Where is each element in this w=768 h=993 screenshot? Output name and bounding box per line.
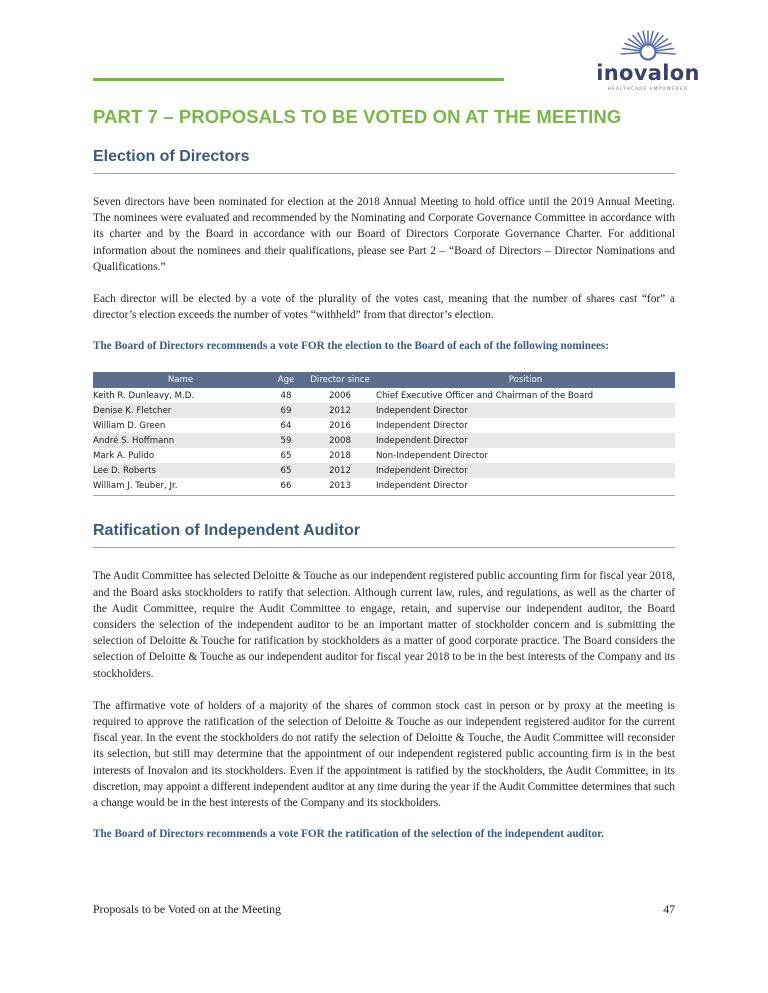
cell-director-since: 2012: [304, 403, 376, 418]
table-row: [93, 478, 675, 493]
starburst-icon-svg: [588, 28, 708, 62]
table-header-row: [93, 372, 675, 388]
footer-label: Proposals to be Voted on at the Meeting: [93, 902, 281, 916]
header-rule: [93, 78, 504, 81]
cell-age: 64: [280, 420, 292, 431]
table-row: [93, 448, 675, 463]
column-header-age: Age: [268, 372, 304, 388]
cell-age: 69: [268, 403, 304, 418]
starburst-icon: [588, 28, 708, 62]
table-body: [93, 388, 675, 493]
paragraph: The Audit Committee has selected Deloitte & Touche as our independent registered public accounting firm for fiscal year 2018, and the Board asks stockholders to ratify that selection. Although current law, rules, and regulations, as well as the charter of the Audit Committee, require the Audit Committee to engage, retain, and supervise our independent auditor, the Board considers the selection of the independent auditor to be an important matter of stockholder concern and is submitting the selection of Deloitte & Touche for ratification by stockholders as a matter of good corporate practice. The Board considers the selection of Deloitte & Touche as our independent auditor for fiscal year 2018 to be in the best interests of the Company and its stockholders.: [93, 570, 675, 680]
logo-tagline: HEALTHCARE EMPOWERED: [607, 86, 689, 91]
table-row: [93, 418, 675, 433]
column-header-director-since: Director since: [304, 372, 376, 388]
cell-director-since: 2016: [329, 420, 351, 431]
company-logo: [588, 28, 708, 90]
cell-director-since: 2012: [304, 463, 376, 478]
paragraph: Each director will be elected by a vote of the plurality of the votes cast, meaning that the number of shares cast “for” a director’s election exceeds the number of votes “withheld” from that director’s election.: [93, 293, 675, 322]
cell-director-since: 2006: [329, 390, 351, 401]
cell-age: 48: [280, 390, 292, 401]
column-header-name: Name: [93, 372, 268, 388]
cell-director-since: 2018: [329, 450, 351, 461]
page-footer: [93, 902, 675, 917]
section-rule: [93, 547, 675, 548]
cell-director-since: 2008: [304, 433, 376, 448]
section-election-of-directors: [93, 148, 675, 496]
paragraph: Seven directors have been nominated for election at the 2018 Annual Meeting to hold office until the 2019 Annual Meeting. The nominees were evaluated and recommended by the Nominating and Corporate Governance Committee in accordance with its charter and by the Board in accordance with our Board of Directors Corporate Governance Charter. For additional information about the nominees and their qualifications, please see Part 2 – “Board of Directors – Director Nominations and Qualifications.”: [93, 196, 675, 273]
page-title: PART 7 – PROPOSALS TO BE VOTED ON AT THE MEETING: [93, 106, 622, 127]
cell-age: 59: [268, 433, 304, 448]
board-recommendation: The Board of Directors recommends a vote FOR the election to the Board of each of the following nominees:: [93, 340, 609, 353]
column-header-position: Position: [376, 372, 675, 388]
cell-position: Non-Independent Director: [376, 450, 488, 461]
cell-director-since: 2013: [329, 480, 351, 491]
cell-name: Mark A. Pulido: [93, 450, 155, 461]
table-bottom-rule: [93, 495, 675, 496]
paragraph: The affirmative vote of holders of a majority of the shares of common stock cast in person or by proxy at the meeting is required to approve the ratification of the selection of Deloitte & Touche as our independent registered auditor for the current fiscal year. In the event the stockholders do not ratify the selection of Deloitte & Touche, the Audit Committee will reconsider its selection, but still may determine that the appointment of our independent registered public accounting firm is in the best interests of Inovalon and its stockholders. Even if the appointment is ratified by the stockholders, the Audit Committee, in its discretion, may appoint a different independent auditor at any time during the year if the Audit Committee determines that such a change would be in the best interests of the Company and its stockholders.: [93, 699, 675, 810]
directors-table: [93, 372, 675, 493]
cell-position: Independent Director: [376, 480, 468, 491]
cell-position: Independent Director: [376, 403, 675, 418]
table-header: [93, 372, 675, 388]
section-title: Election of Directors: [93, 148, 250, 165]
table-row: [93, 463, 675, 478]
cell-name: André S. Hoffmann: [93, 433, 268, 448]
section-rule: [93, 173, 675, 174]
board-recommendation: The Board of Directors recommends a vote FOR the ratification of the selection of the independent auditor.: [93, 828, 604, 841]
document-content: [93, 148, 675, 860]
cell-age: 66: [280, 480, 292, 491]
section-ratification-of-independent-auditor: [93, 522, 675, 842]
cell-position: Independent Director: [376, 420, 468, 431]
cell-name: Lee D. Roberts: [93, 463, 268, 478]
cell-position: Chief Executive Officer and Chairman of the Board: [376, 390, 594, 401]
cell-name: William J. Teuber, Jr.: [93, 480, 178, 491]
table-row: [93, 433, 675, 448]
table-row: [93, 388, 675, 403]
cell-name: William D. Green: [93, 420, 166, 431]
cell-name: Keith R. Dunleavy, M.D.: [93, 390, 195, 401]
table-row: [93, 403, 675, 418]
section-title: Ratification of Independent Auditor: [93, 522, 360, 540]
cell-age: 65: [280, 450, 292, 461]
page-number: 47: [663, 902, 675, 916]
cell-name: Denise K. Fletcher: [93, 403, 268, 418]
cell-age: 65: [268, 463, 304, 478]
cell-position: Independent Director: [376, 433, 675, 448]
cell-position: Independent Director: [376, 463, 675, 478]
logo-wordmark: inovalon: [596, 61, 700, 85]
